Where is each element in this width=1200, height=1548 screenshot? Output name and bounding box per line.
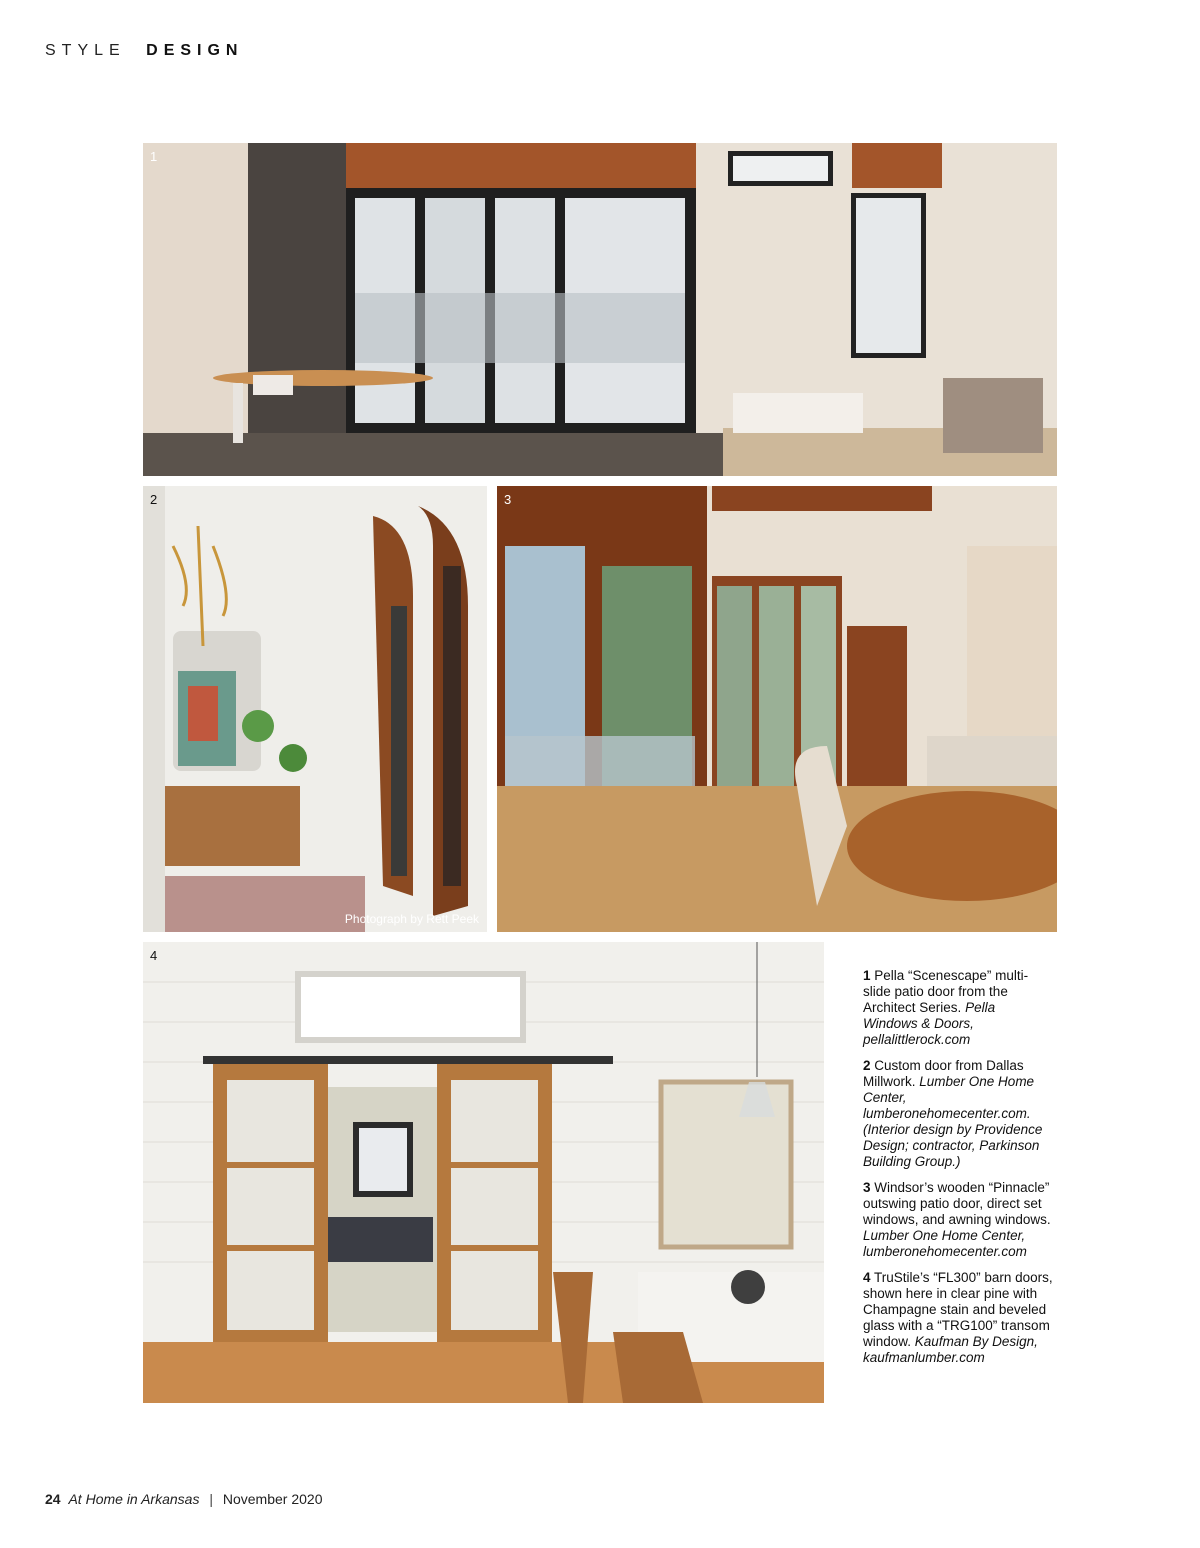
caption-3-source: Lumber One Home Center, lumberonehomecenter.com xyxy=(863,1228,1027,1259)
caption-3-text: Windsor’s wooden “Pinnacle” outswing patio door, direct set windows, and awning windows. xyxy=(863,1180,1051,1227)
section-label: STYLE xyxy=(45,42,126,59)
photo-4 xyxy=(143,942,824,1403)
section-header xyxy=(45,42,243,60)
caption-2-number: 2 xyxy=(863,1058,871,1073)
page-number: 24 xyxy=(45,1491,61,1507)
photo-1-image xyxy=(143,143,1057,476)
caption-2 xyxy=(863,1058,1053,1170)
caption-1-text: Pella “Scenescape” multi-slide patio door from the Architect Series. xyxy=(863,968,1029,1015)
caption-2-source: Lumber One Home Center, lumberonehomecenter.com. (Interior design by Providence Design; contractor, Parkinson Building Group.) xyxy=(863,1074,1043,1169)
photo-2-number: 2 xyxy=(150,492,158,507)
caption-1 xyxy=(863,968,1053,1048)
caption-1-source: Pella Windows & Doors, pellalittlerock.com xyxy=(863,1000,996,1047)
photo-2 xyxy=(143,486,487,932)
caption-list xyxy=(863,968,1053,1376)
photo-4-image xyxy=(143,942,824,1403)
caption-4-number: 4 xyxy=(863,1270,871,1285)
issue-date: November 2020 xyxy=(222,1491,323,1507)
photo-3 xyxy=(497,486,1057,932)
topic-label: DESIGN xyxy=(146,42,244,59)
publication-name: At Home in Arkansas xyxy=(68,1491,200,1507)
photo-credit: Photograph by Rett Peek xyxy=(344,912,479,926)
caption-4-source: Kaufman By Design, kaufmanlumber.com xyxy=(863,1334,1038,1365)
photo-2-image xyxy=(143,486,487,932)
caption-4-text: TruStile’s “FL300” barn doors, shown here in clear pine with Champagne stain and beveled glass with a “TRG100” transom window. xyxy=(863,1270,1053,1349)
photo-3-image xyxy=(497,486,1057,932)
footer-divider: | xyxy=(209,1491,213,1507)
photo-4-number: 4 xyxy=(150,948,158,963)
caption-1-number: 1 xyxy=(863,968,871,983)
photo-3-number: 3 xyxy=(504,492,512,507)
caption-3 xyxy=(863,1180,1053,1260)
caption-2-text: Custom door from Dallas Millwork. xyxy=(863,1058,1024,1089)
photo-1-number: 1 xyxy=(150,149,158,164)
photo-1 xyxy=(143,143,1057,476)
caption-3-number: 3 xyxy=(863,1180,871,1195)
caption-4 xyxy=(863,1270,1053,1366)
page-footer xyxy=(45,1491,323,1507)
